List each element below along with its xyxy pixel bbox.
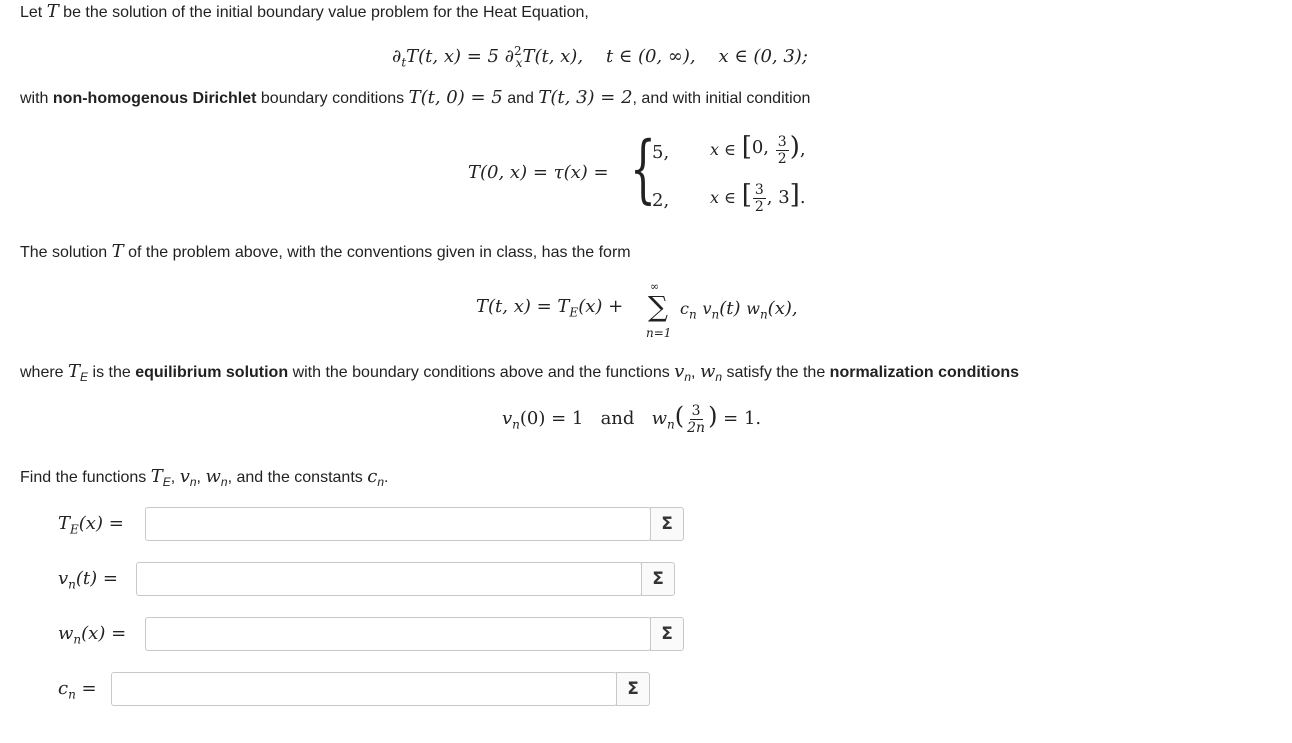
sum-lower-limit: n=1	[646, 326, 672, 340]
cn-answer-input[interactable]	[111, 672, 617, 706]
normalization-conditions: $v_n(0) = 1$ and $w_n$( $\frac{3}{2n}$ ) = 1.	[502, 402, 762, 436]
wn-answer-input[interactable]	[145, 617, 651, 651]
heat-equation: $\partial_tT(t$, x) = 5 ∂$^2_x$T(t, x), t ∈ (0, ∞), x ∈ (0, 3);	[392, 44, 808, 70]
answer-row-vn	[0, 562, 700, 598]
boundary-conditions-text: with non-homogenous Dirichlet boundary conditions T(t, 0) = 5 and T(t, 3) = 2, and with initial condition	[20, 87, 811, 108]
sigma-icon: Σ	[661, 624, 673, 644]
TE-equation-editor-button[interactable]	[650, 507, 684, 541]
ic-case1-domain: x ∈ [0, $\frac{3}{2}$ ),	[710, 132, 806, 167]
answer-label-TE: $T_E(x)$ =	[58, 513, 124, 537]
ic-case2-value: 2,	[652, 190, 670, 211]
solution-form-text: The solution T of the problem above, with the conventions given in class, has the form	[20, 241, 631, 262]
sum-symbol: ∑	[648, 290, 668, 323]
sigma-icon: Σ	[627, 679, 639, 699]
answer-label-cn: $c_n$ =	[58, 678, 97, 702]
equilibrium-text: where $T_E$ is the equilibrium solution with the boundary conditions above and the functions $v_n$, $w_n$ satisfy the the normalization conditions	[20, 361, 1020, 385]
answer-label-wn: $w_n(x)$ =	[58, 623, 127, 647]
ic-case1-value: 5,	[652, 142, 670, 163]
answer-row-TE	[0, 507, 700, 543]
vn-equation-editor-button[interactable]	[641, 562, 675, 596]
initial-condition-lhs: T(0, x) = τ(x) =	[468, 162, 609, 183]
sum-upper-limit: ∞	[650, 280, 660, 293]
vn-answer-input[interactable]	[136, 562, 642, 596]
wn-equation-editor-button[interactable]	[650, 617, 684, 651]
series-terms: $c_n$ $v_n(t)$ $w_n(x)$,	[680, 298, 798, 322]
answer-label-vn: $v_n(t)$ =	[58, 568, 118, 592]
sigma-icon: Σ	[661, 514, 673, 534]
intro-text: Let T be the solution of the initial boundary value problem for the Heat Equation,	[20, 1, 589, 22]
answer-row-wn	[0, 617, 700, 653]
ic-case2-domain: x ∈ [ $\frac{3}{2}$ , 3].	[710, 180, 806, 215]
cn-equation-editor-button[interactable]	[616, 672, 650, 706]
TE-answer-input[interactable]	[145, 507, 651, 541]
piecewise-brace: {	[630, 126, 656, 212]
answer-row-cn	[0, 672, 700, 708]
sigma-icon: Σ	[652, 569, 664, 589]
series-formula: T(t, $x) = T_E(x)$ +	[476, 296, 624, 320]
find-text: Find the functions $T_E$, $v_n$, $w_n$, and the constants $c_n$.	[20, 466, 389, 490]
